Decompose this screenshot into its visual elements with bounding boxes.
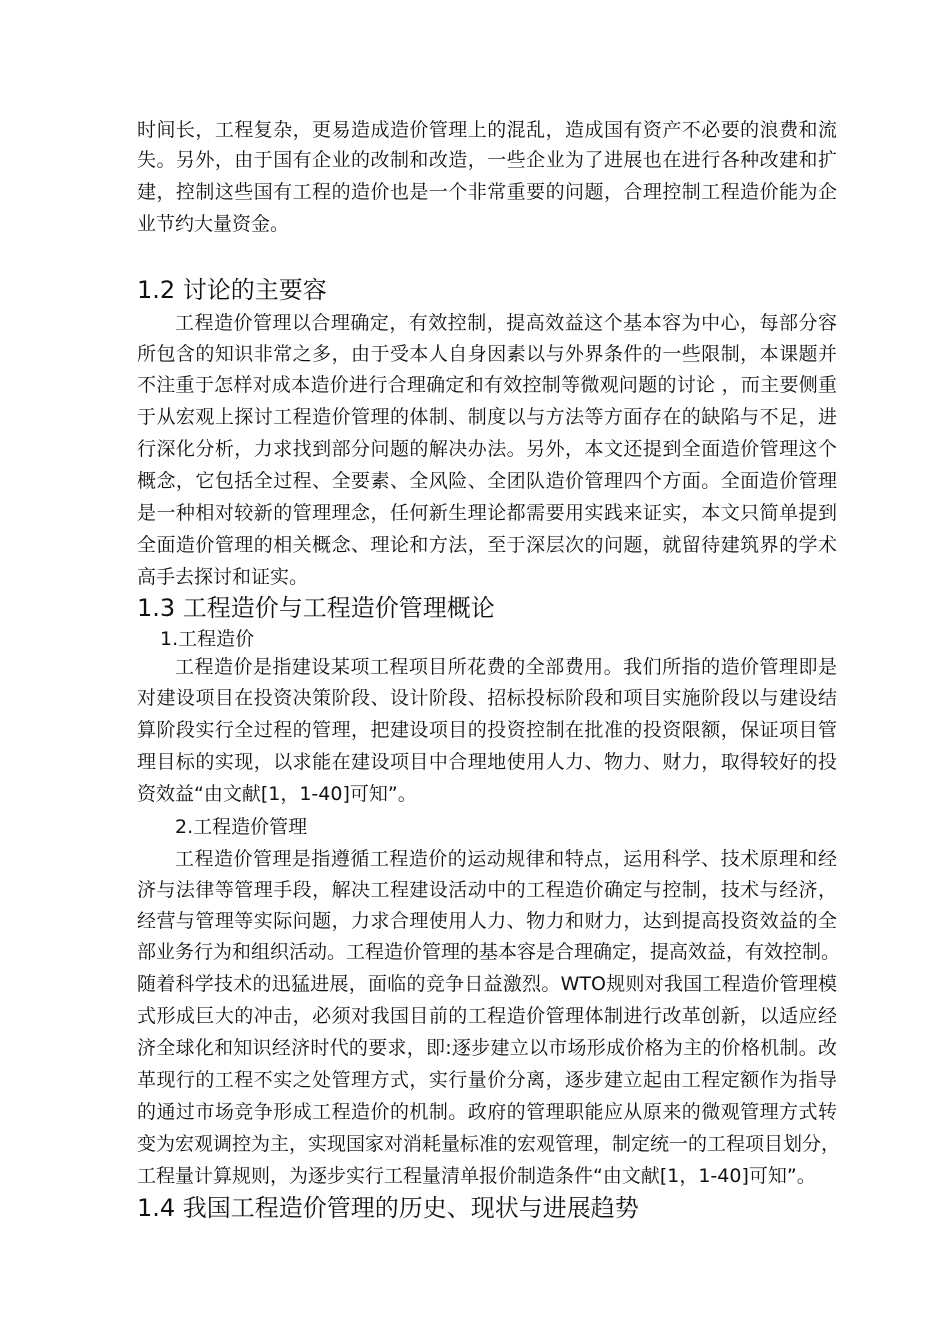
paragraph-line: 时间长，工程复杂，更易造成造价管理上的混乱，造成国有资产不必要的浪费和流 — [137, 119, 837, 141]
subsection-title-2: 2.工程造价管理 — [175, 816, 308, 838]
paragraph-line: 式形成巨大的冲击，必须对我国目前的工程造价管理体制进行改革创新，以适应经 — [137, 1005, 837, 1027]
paragraph-line: 高手去探讨和证实。 — [137, 566, 309, 588]
section-heading-1-2: 1.2 讨论的主要容 — [137, 276, 327, 304]
paragraph-line: 的通过市场竞争形成工程造价的机制。政府的管理职能应从原来的微观管理方式转 — [137, 1101, 837, 1123]
paragraph-line: 所包含的知识非常之多，由于受本人自身因素以与外界条件的一些限制，本课题并 — [137, 343, 837, 365]
paragraph-line: 于从宏观上探讨工程造价管理的体制、制度以与方法等方面存在的缺陷与不足，进 — [137, 406, 837, 428]
paragraph-line: 工程造价是指建设某项工程项目所花费的全部费用。我们所指的造价管理即是 — [175, 656, 837, 678]
paragraph-line: 部业务行为和组织活动。工程造价管理的基本容是合理确定，提高效益，有效控制。 — [137, 941, 841, 963]
paragraph-line: 不注重于怎样对成本造价进行合理确定和有效控制等微观问题的讨论 ，而主要侧重 — [137, 374, 837, 396]
section-heading-1-4: 1.4 我国工程造价管理的历史、现状与进展趋势 — [137, 1194, 639, 1222]
paragraph-line: 算阶段实行全过程的管理，把建设项目的投资控制在批准的投资限额，保证项目管 — [137, 719, 837, 741]
paragraph-line: 概念，它包括全过程、全要素、全风险、全团队造价管理四个方面。全面造价管理 — [137, 470, 837, 492]
paragraph-line: 经营与管理等实际问题，力求合理使用人力、物力和财力，达到提高投资效益的全 — [137, 910, 837, 932]
paragraph-line: 行深化分析，力求找到部分问题的解决办法。另外，本文还提到全面造价管理这个 — [137, 438, 837, 460]
paragraph-line: 工程量计算规则，为逐步实行工程量清单报价制造条件“由文献[1，1-40]可知”。 — [137, 1165, 816, 1187]
paragraph-line: 业节约大量资金。 — [137, 213, 290, 235]
paragraph-line: 理目标的实现，以求能在建设项目中合理地使用人力、物力、财力，取得较好的投 — [137, 751, 837, 773]
paragraph-line: 济与法律等管理手段，解决工程建设活动中的工程造价确定与控制，技术与经济， — [137, 879, 837, 901]
paragraph-line: 失。另外，由于国有企业的改制和改造，一些企业为了进展也在进行各种改建和扩 — [137, 149, 837, 171]
paragraph-line: 是一种相对较新的管理理念，任何新生理论都需要用实践来证实，本文只简单提到 — [137, 502, 837, 524]
paragraph-line: 济全球化和知识经济时代的要求，即:逐步建立以市场形成价格为主的价格机制。改 — [137, 1037, 837, 1059]
paragraph-line: 工程造价管理以合理确定，有效控制，提高效益这个基本容为中心，每部分容 — [175, 312, 837, 334]
paragraph-line: 资效益“由文献[1，1-40]可知”。 — [137, 783, 417, 805]
paragraph-line: 随着科学技术的迅猛进展，面临的竞争日益激烈。WTO规则对我国工程造价管理模 — [137, 973, 837, 995]
paragraph-line: 工程造价管理是指遵循工程造价的运动规律和特点，运用科学、技术原理和经 — [175, 848, 837, 870]
paragraph-line: 建，控制这些国有工程的造价也是一个非常重要的问题，合理控制工程造价能为企 — [137, 181, 837, 203]
paragraph-line: 变为宏观调控为主，实现国家对消耗量标准的宏观管理，制定统一的工程项目划分， — [137, 1133, 841, 1155]
paragraph-line: 对建设项目在投资决策阶段、设计阶段、招标投标阶段和项目实施阶段以与建设结 — [137, 687, 837, 709]
paragraph-line: 革现行的工程不实之处管理方式，实行量价分离，逐步建立起由工程定额作为指导 — [137, 1069, 837, 1091]
subsection-title-1: 1.工程造价 — [160, 628, 255, 650]
section-heading-1-3: 1.3 工程造价与工程造价管理概论 — [137, 594, 495, 622]
paragraph-line: 全面造价管理的相关概念、理论和方法，至于深层次的问题，就留待建筑界的学术 — [137, 534, 837, 556]
